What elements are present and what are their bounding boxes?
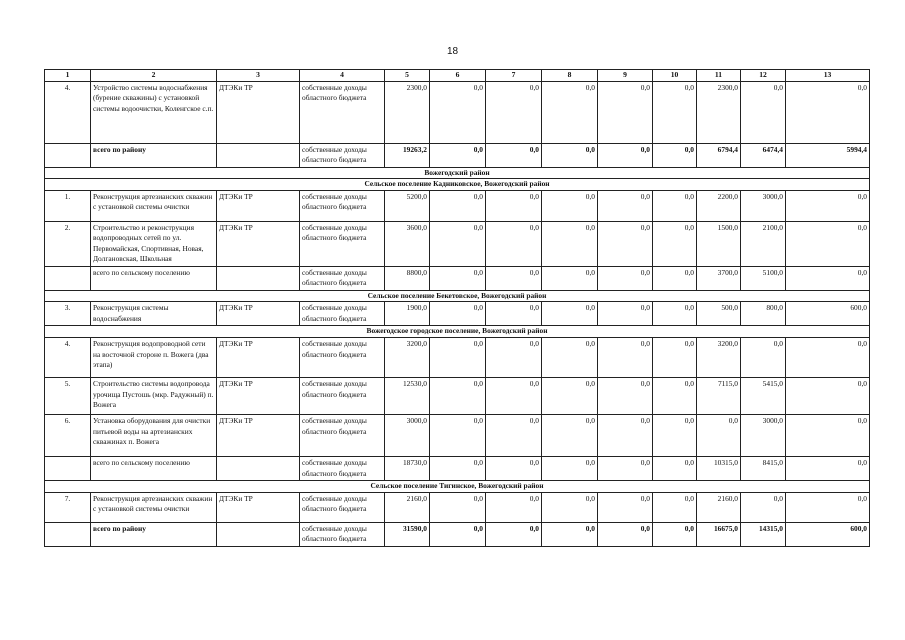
- value-cell: 3200,0: [697, 338, 741, 378]
- value-cell: 0,0: [486, 492, 542, 522]
- funding-source: собственные доходы областного бюджета: [300, 190, 385, 221]
- value-cell: 0,0: [598, 415, 653, 457]
- executor: ДТЭКи ТР: [217, 302, 300, 326]
- header-cell: 4: [300, 70, 385, 82]
- value-cell: 0,0: [430, 190, 486, 221]
- value-cell: 0,0: [542, 492, 598, 522]
- value-cell: 0,0: [486, 378, 542, 415]
- value-cell: 6794,4: [697, 143, 741, 167]
- value-cell: 2300,0: [697, 81, 741, 143]
- header-row: [45, 70, 870, 82]
- value-cell: 5200,0: [385, 190, 430, 221]
- value-cell: 0,0: [653, 81, 697, 143]
- value-cell: 0,0: [653, 492, 697, 522]
- value-cell: 5415,0: [741, 378, 786, 415]
- value-cell: 0,0: [786, 457, 870, 481]
- row-number: 2.: [45, 221, 91, 266]
- value-cell: 800,0: [741, 302, 786, 326]
- section-header-row: [45, 481, 870, 493]
- value-cell: 0,0: [430, 522, 486, 546]
- value-cell: 16675,0: [697, 522, 741, 546]
- value-cell: 0,0: [430, 143, 486, 167]
- value-cell: 0,0: [542, 143, 598, 167]
- value-cell: 3000,0: [385, 415, 430, 457]
- table-row: [45, 221, 870, 266]
- header-cell: 13: [786, 70, 870, 82]
- value-cell: 0,0: [786, 378, 870, 415]
- value-cell: 0,0: [542, 190, 598, 221]
- value-cell: 19263,2: [385, 143, 430, 167]
- value-cell: 0,0: [430, 338, 486, 378]
- executor: ДТЭКи ТР: [217, 415, 300, 457]
- header-cell: 1: [45, 70, 91, 82]
- funding-source: собственные доходы областного бюджета: [300, 522, 385, 546]
- header-cell: 8: [542, 70, 598, 82]
- value-cell: 0,0: [653, 143, 697, 167]
- value-cell: 0,0: [486, 522, 542, 546]
- value-cell: 0,0: [542, 266, 598, 290]
- value-cell: 3000,0: [741, 415, 786, 457]
- value-cell: 0,0: [653, 338, 697, 378]
- funding-source: собственные доходы областного бюджета: [300, 81, 385, 143]
- value-cell: 0,0: [598, 190, 653, 221]
- value-cell: 0,0: [430, 221, 486, 266]
- value-cell: 3600,0: [385, 221, 430, 266]
- funding-source: собственные доходы областного бюджета: [300, 378, 385, 415]
- funding-source: собственные доходы областного бюджета: [300, 266, 385, 290]
- value-cell: 0,0: [786, 415, 870, 457]
- value-cell: 0,0: [653, 457, 697, 481]
- value-cell: 2100,0: [741, 221, 786, 266]
- value-cell: 0,0: [542, 221, 598, 266]
- value-cell: 0,0: [598, 143, 653, 167]
- value-cell: 0,0: [542, 378, 598, 415]
- row-number: [45, 266, 91, 290]
- value-cell: 0,0: [486, 143, 542, 167]
- value-cell: 0,0: [430, 302, 486, 326]
- value-cell: 0,0: [430, 81, 486, 143]
- funding-source: собственные доходы областного бюджета: [300, 143, 385, 167]
- value-cell: 7115,0: [697, 378, 741, 415]
- value-cell: 0,0: [486, 302, 542, 326]
- value-cell: 3700,0: [697, 266, 741, 290]
- value-cell: 0,0: [786, 221, 870, 266]
- measure-name: Реконструкция артезианских скважин с установкой системы очистки: [91, 190, 217, 221]
- value-cell: 0,0: [653, 190, 697, 221]
- funding-source: собственные доходы областного бюджета: [300, 302, 385, 326]
- value-cell: 600,0: [786, 522, 870, 546]
- header-cell: 7: [486, 70, 542, 82]
- section-title: Сельское поселение Бекетовское, Вожегодский район: [45, 290, 870, 302]
- value-cell: 0,0: [741, 492, 786, 522]
- value-cell: 2200,0: [697, 190, 741, 221]
- value-cell: 0,0: [542, 302, 598, 326]
- total-row: [45, 143, 870, 167]
- value-cell: 8800,0: [385, 266, 430, 290]
- total-row: [45, 522, 870, 546]
- header-cell: 12: [741, 70, 786, 82]
- value-cell: 10315,0: [697, 457, 741, 481]
- value-cell: 0,0: [786, 338, 870, 378]
- value-cell: 0,0: [598, 457, 653, 481]
- row-number: 3.: [45, 302, 91, 326]
- row-number: 4.: [45, 81, 91, 143]
- section-title: Сельское поселение Кадниковское, Вожегодский район: [45, 179, 870, 191]
- funding-source: собственные доходы областного бюджета: [300, 338, 385, 378]
- value-cell: 0,0: [542, 81, 598, 143]
- section-header-row: [45, 290, 870, 302]
- value-cell: 0,0: [430, 492, 486, 522]
- total-label: всего по району: [91, 522, 217, 546]
- value-cell: 2300,0: [385, 81, 430, 143]
- executor: [217, 522, 300, 546]
- header-cell: 3: [217, 70, 300, 82]
- row-number: [45, 522, 91, 546]
- value-cell: 0,0: [653, 415, 697, 457]
- value-cell: 0,0: [598, 81, 653, 143]
- value-cell: 3200,0: [385, 338, 430, 378]
- value-cell: 31590,0: [385, 522, 430, 546]
- value-cell: 0,0: [786, 492, 870, 522]
- funding-source: собственные доходы областного бюджета: [300, 457, 385, 481]
- measure-name: Реконструкция системы водоснабжения: [91, 302, 217, 326]
- total-label: всего по сельскому поселению: [91, 457, 217, 481]
- header-cell: 11: [697, 70, 741, 82]
- section-title: Вожегодский район: [45, 167, 870, 179]
- value-cell: 0,0: [697, 415, 741, 457]
- value-cell: 0,0: [598, 338, 653, 378]
- row-number: 6.: [45, 415, 91, 457]
- measure-name: Устройство системы водоснабжения (бурение скважины) с установкой системы водоочистки, Коленгское с.п.: [91, 81, 217, 143]
- value-cell: 0,0: [598, 302, 653, 326]
- funding-source: собственные доходы областного бюджета: [300, 415, 385, 457]
- section-header-row: [45, 326, 870, 338]
- value-cell: 8415,0: [741, 457, 786, 481]
- measure-name: Установка оборудования для очистки питьевой воды на артезианских скважинах п. Вожега: [91, 415, 217, 457]
- table-row: [45, 415, 870, 457]
- measure-name: Строительство и реконструкция водопроводных сетей по ул. Первомайская, Спортивная, Новая, Долгановская, Школьная: [91, 221, 217, 266]
- value-cell: 0,0: [653, 266, 697, 290]
- value-cell: 12530,0: [385, 378, 430, 415]
- value-cell: 3000,0: [741, 190, 786, 221]
- value-cell: 0,0: [786, 190, 870, 221]
- row-number: 5.: [45, 378, 91, 415]
- value-cell: 0,0: [430, 457, 486, 481]
- value-cell: 0,0: [653, 378, 697, 415]
- value-cell: 0,0: [430, 378, 486, 415]
- header-cell: 2: [91, 70, 217, 82]
- value-cell: 0,0: [786, 81, 870, 143]
- funding-source: собственные доходы областного бюджета: [300, 492, 385, 522]
- value-cell: 18730,0: [385, 457, 430, 481]
- row-number: [45, 143, 91, 167]
- value-cell: 5994,4: [786, 143, 870, 167]
- value-cell: 0,0: [430, 415, 486, 457]
- row-number: 7.: [45, 492, 91, 522]
- value-cell: 0,0: [653, 522, 697, 546]
- value-cell: 0,0: [430, 266, 486, 290]
- funding-table: [44, 69, 870, 547]
- table-row: [45, 190, 870, 221]
- value-cell: 0,0: [486, 190, 542, 221]
- executor: ДТЭКи ТР: [217, 221, 300, 266]
- value-cell: 0,0: [598, 378, 653, 415]
- executor: [217, 266, 300, 290]
- total-row: [45, 457, 870, 481]
- value-cell: 500,0: [697, 302, 741, 326]
- header-cell: 6: [430, 70, 486, 82]
- value-cell: 0,0: [542, 338, 598, 378]
- value-cell: 0,0: [653, 302, 697, 326]
- table-row: [45, 492, 870, 522]
- header-cell: 10: [653, 70, 697, 82]
- row-number: 4.: [45, 338, 91, 378]
- value-cell: 2160,0: [697, 492, 741, 522]
- value-cell: 0,0: [486, 81, 542, 143]
- measure-name: Реконструкция артезианских скважин с установкой системы очистки: [91, 492, 217, 522]
- executor: ДТЭКи ТР: [217, 190, 300, 221]
- measure-name: Реконструкция водопроводной сети на восточной стороне п. Вожега (два этапа): [91, 338, 217, 378]
- header-cell: 9: [598, 70, 653, 82]
- table-row: [45, 378, 870, 415]
- section-title: Сельское поселение Тигинское, Вожегодский район: [45, 481, 870, 493]
- header-cell: 5: [385, 70, 430, 82]
- funding-source: собственные доходы областного бюджета: [300, 221, 385, 266]
- section-header-row: [45, 167, 870, 179]
- table-row: [45, 302, 870, 326]
- value-cell: 5100,0: [741, 266, 786, 290]
- table-row: [45, 338, 870, 378]
- value-cell: 0,0: [542, 522, 598, 546]
- value-cell: 0,0: [598, 522, 653, 546]
- table-row: [45, 81, 870, 143]
- value-cell: 6474,4: [741, 143, 786, 167]
- executor: [217, 143, 300, 167]
- total-row: [45, 266, 870, 290]
- value-cell: 0,0: [542, 415, 598, 457]
- value-cell: 1500,0: [697, 221, 741, 266]
- executor: ДТЭКи ТР: [217, 81, 300, 143]
- executor: [217, 457, 300, 481]
- value-cell: 0,0: [598, 221, 653, 266]
- value-cell: 14315,0: [741, 522, 786, 546]
- section-title: Вожегодское городское поселение, Вожегодский район: [45, 326, 870, 338]
- value-cell: 0,0: [486, 415, 542, 457]
- row-number: 1.: [45, 190, 91, 221]
- value-cell: 2160,0: [385, 492, 430, 522]
- measure-name: Строительство системы водопровода урочища Пустошь (мкр. Радужный) п. Вожега: [91, 378, 217, 415]
- executor: ДТЭКи ТР: [217, 338, 300, 378]
- section-header-row: [45, 179, 870, 191]
- total-label: всего по сельскому поселению: [91, 266, 217, 290]
- value-cell: 0,0: [486, 221, 542, 266]
- value-cell: 1900,0: [385, 302, 430, 326]
- executor: ДТЭКи ТР: [217, 492, 300, 522]
- value-cell: 0,0: [486, 338, 542, 378]
- row-number: [45, 457, 91, 481]
- executor: ДТЭКи ТР: [217, 378, 300, 415]
- value-cell: 0,0: [542, 457, 598, 481]
- value-cell: 0,0: [486, 457, 542, 481]
- value-cell: 0,0: [741, 81, 786, 143]
- value-cell: 0,0: [486, 266, 542, 290]
- value-cell: 0,0: [786, 266, 870, 290]
- total-label: всего по району: [91, 143, 217, 167]
- value-cell: 0,0: [741, 338, 786, 378]
- value-cell: 600,0: [786, 302, 870, 326]
- table-body: [45, 70, 870, 547]
- value-cell: 0,0: [598, 266, 653, 290]
- page-number: 18: [446, 46, 459, 57]
- value-cell: 0,0: [653, 221, 697, 266]
- value-cell: 0,0: [598, 492, 653, 522]
